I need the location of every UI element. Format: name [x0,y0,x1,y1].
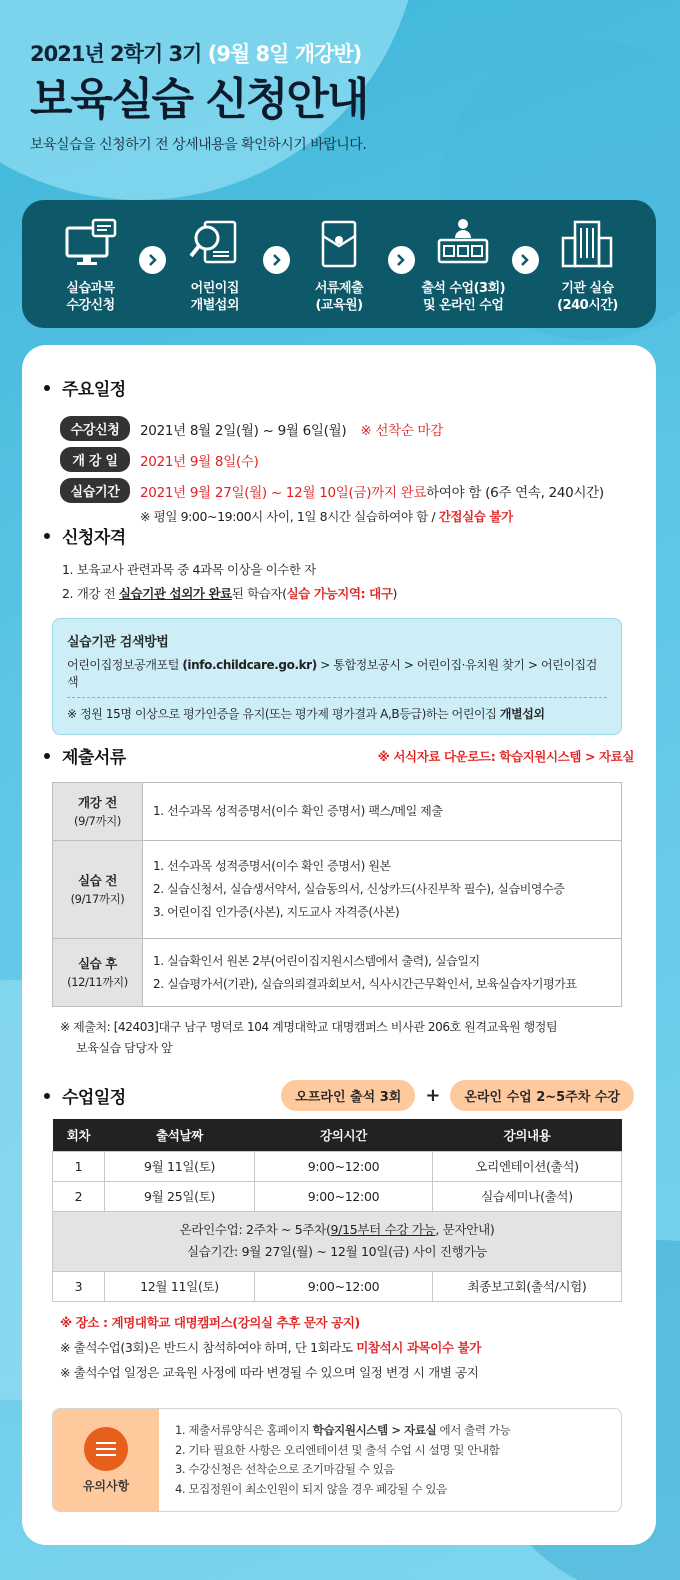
submit-address: ※ 제출처: [42403]대구 남구 명덕로 104 계명대학교 대명캠퍼스 비사관 206호 원격교육원 행정팀 보육실습 담당자 앞 [60,1020,558,1055]
table-row-online: 온라인수업: 2주차 ~ 5주차(9/15부터 수강 가능, 문자안내) 실습기간: 9월 27일(월) ~ 12월 10일(금) 사이 진행가능 [53,1211,622,1271]
step-label: 어린이집 개별섭외 [190,281,239,313]
schedule-open: 개 강 일 2021년 9월 8일(수) [60,447,634,472]
step-label: 출석 수업(3회) 및 온라인 수업 [421,281,506,313]
chevron-right-icon [388,246,415,274]
download-note: ※ 서식자료 다운로드: 학습지원시스템 > 자료실 [377,748,634,764]
classes-section: 수업일정 오프라인 출석 3회 + 온라인 수업 2~5주차 수강 회차 출석날짜 강의시간 강의내용 1 9월 11일(토) 9:00~12:00 오리엔테이션(출석) 2 9월 25일(토) 9:00~12:00 실습세미나(출석) 온라인수업: 2주차 ~ 5주차(9/15부터 수강 가능, 문자안내) 실습기간: 9월 27일(월) ~ 12월 10일(금) 사이 진행가능 3 12월 11일(토) 9:00~12:00 최종보고회(출석/시험) ※ 장소 : 계명대학교 대명캠퍼스(강의실 추후 문자 공지) ※ 출석수업(3회)은 반드시 참석하여야 하며, 단 1회라도 미참석시 과목이수 불가 ※ 출석수업 일정은 교육원 사정에 따라 변경될 수 있으며 일정 변경 시 개별 공지 [44,1080,634,1385]
class-notes: ※ 장소 : 계명대학교 대명캠퍼스(강의실 추후 문자 공지) ※ 출석수업(3회)은 반드시 참석하여야 하며, 단 1회라도 미참석시 과목이수 불가 ※ 출석수업 일정은 교육원 사정에 따라 변경될 수 있으며 일정 변경 시 개별 공지 [60,1314,481,1380]
header-subtitle: 2021년 2학기 3기 (9월 8일 개강반) [30,42,362,66]
header [30,38,650,154]
schedule-section [44,375,634,525]
caution-box: 유의사항 1. 제출서류양식은 홈페이지 학습지원시스템 > 자료실 에서 출력 가능 2. 기타 필요한 사항은 오리엔테이션 및 출석 수업 시 설명 및 안내함 3. 수강신청은 선착순으로 조기마감될 수 있음 4. 모집정원이 최소인원이 되지 않을 경우 폐강될 수 있음 [52,1408,622,1512]
step-class [415,216,512,314]
header-description: 보육실습을 신청하기 전 상세내용을 확인하시기 바랍니다. [30,137,367,153]
page-title: 보육실습 신청안내 [30,74,368,125]
class-table [52,1119,622,1302]
table-row: 2 9월 25일(토) 9:00~12:00 실습세미나(출석) [53,1181,622,1211]
qualification-section [44,523,634,735]
schedule-practice: 실습기간 2021년 9월 27일(월) ~ 12월 10일(금)까지 완료하여야 함 (6주 연속, 240시간) [60,478,634,503]
classroom-icon [435,216,491,272]
table-row: 1 9월 11일(토) 9:00~12:00 오리엔테이션(출석) [53,1151,622,1181]
menu-icon [84,1427,128,1471]
portal-link[interactable]: (info.childcare.go.kr) [182,658,317,672]
offline-tag: 오프라인 출석 3회 [281,1080,415,1111]
search-method-box: 실습기관 검색방법 어린이집정보공개포털 (info.childcare.go.kr) > 통합정보공시 > 어린이집·유치원 찾기 > 어린이집검색 ※ 정원 15명 이상으로 평가인증을 유지(또는 평가제 평가결과 A,B등급)하는 어린이집 개별섭외 [52,618,622,735]
chevron-right-icon [512,246,539,274]
section-title: 신청자격 [44,523,634,548]
envelope-icon [311,216,367,272]
section-title: 제출서류 [44,743,126,768]
step-enroll [42,216,139,314]
process-steps [22,200,656,328]
building-icon [559,216,615,272]
table-row: 개강 전 (9/7까지) 1. 선수과목 성적증명서(이수 확인 증명서) 팩스/메일 제출 [53,783,622,841]
step-documents [290,216,387,314]
documents-section [44,743,634,1059]
table-row: 실습 후 (12/11까지) 1. 실습확인서 원본 2부(어린이집지원시스템에서 출력), 실습일지 2. 실습평가서(기관), 실습의뢰결과회보서, 식사시간근무확인서, 보육실습자기평가표 [53,939,622,1007]
chevron-right-icon [139,246,166,274]
step-label: 실습과목 수강신청 [66,281,115,313]
pill-label: 수강신청 [60,416,130,441]
section-title: 주요일정 [44,375,634,400]
magnifier-icon [187,216,243,272]
step-label: 서류제출 (교육원) [314,281,364,313]
schedule-note: ※ 평일 9:00~19:00시 사이, 1일 8시간 실습하여야 함 / 간접실습 불가 [140,509,513,524]
schedule-enroll: 수강신청 2021년 8월 2일(월) ~ 9월 6일(월) ※ 선착순 마감 [60,416,634,441]
content-card [22,345,656,1545]
step-practice [539,216,636,314]
step-label: 기관 실습 (240시간) [557,281,618,313]
step-contact [166,216,263,314]
online-tag: 온라인 수업 2~5주차 수강 [450,1080,634,1111]
table-row: 3 12월 11일(토) 9:00~12:00 최종보고회(출석/시험) [53,1271,622,1301]
monitor-icon [63,216,119,272]
pill-label: 개 강 일 [60,447,130,472]
table-row: 실습 전 (9/17까지) 1. 선수과목 성적증명서(이수 확인 증명서) 원본 2. 실습신청서, 실습생서약서, 실습동의서, 신상카드(사진부착 필수), 실습비영수증 3. 어린이집 인가증(사본), 지도교사 자격증(사본) [53,841,622,939]
table-header: 회차 출석날짜 강의시간 강의내용 [53,1119,622,1151]
documents-table [52,782,622,1007]
pill-label: 실습기간 [60,478,130,503]
chevron-right-icon [263,246,290,274]
section-title: 수업일정 [44,1083,126,1108]
qualification-list: 1. 보육교사 관련과목 중 4과목 이상을 이수한 자 2. 개강 전 실습기관 섭외가 완료된 학습자(실습 가능지역: 대구) [62,562,398,601]
